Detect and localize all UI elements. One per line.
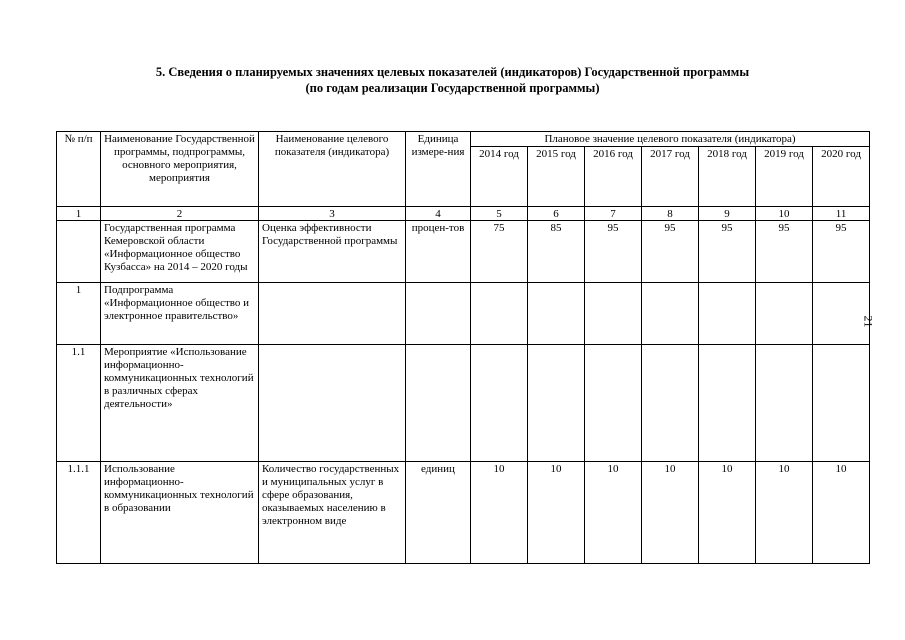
row-num: 1.1: [57, 345, 101, 462]
row-unit: процен-тов: [406, 221, 471, 283]
column-number: 3: [259, 207, 406, 221]
column-number: 1: [57, 207, 101, 221]
page-number: 21: [861, 315, 876, 328]
table-row: [57, 221, 870, 283]
row-value: 95: [813, 221, 870, 283]
row-value: 75: [471, 221, 528, 283]
row-value: [813, 345, 870, 462]
column-number: 2: [101, 207, 259, 221]
row-num: 1.1.1: [57, 462, 101, 564]
row-value: 10: [813, 462, 870, 564]
row-value: [699, 283, 756, 345]
row-num: 1: [57, 283, 101, 345]
row-value: [756, 345, 813, 462]
table-row: [57, 345, 870, 462]
header-year: 2018 год: [699, 147, 756, 207]
title-line-1: 5. Сведения о планируемых значениях целевых показателей (индикаторов) Государственной программы: [155, 65, 750, 79]
document-title: [0, 64, 905, 96]
row-value: [585, 345, 642, 462]
header-year: 2016 год: [585, 147, 642, 207]
header-planned-value: Плановое значение целевого показателя (индикатора): [471, 132, 870, 147]
row-value: 95: [585, 221, 642, 283]
row-value: [471, 283, 528, 345]
table-row: [57, 283, 870, 345]
row-unit: единиц: [406, 462, 471, 564]
column-number: 10: [756, 207, 813, 221]
row-value: [642, 283, 699, 345]
column-number: 7: [585, 207, 642, 221]
row-name: Использование информационно-коммуникационных технологий в образовании: [101, 462, 259, 564]
header-year: 2020 год: [813, 147, 870, 207]
row-unit: [406, 345, 471, 462]
header-unit: Единица измере-ния: [406, 132, 471, 207]
header-year: 2015 год: [528, 147, 585, 207]
row-value: [528, 283, 585, 345]
row-value: [813, 283, 870, 345]
row-name: Мероприятие «Использование информационно-коммуникационных технологий в различных сферах деятельности»: [101, 345, 259, 462]
row-indicator: Оценка эффективности Государственной программы: [259, 221, 406, 283]
column-numbers-row: [57, 207, 870, 221]
row-name: Государственная программа Кемеровской области «Информационное общество Кузбасса» на 2014 – 2020 годы: [101, 221, 259, 283]
row-indicator: [259, 345, 406, 462]
table-row: [57, 462, 870, 564]
row-value: [585, 283, 642, 345]
row-value: 10: [528, 462, 585, 564]
column-number: 6: [528, 207, 585, 221]
header-indicator-name: Наименование целевого показателя (индикатора): [259, 132, 406, 207]
row-value: 10: [471, 462, 528, 564]
column-number: 5: [471, 207, 528, 221]
header-year: 2014 год: [471, 147, 528, 207]
title-line-2: (по годам реализации Государственной программы): [305, 81, 600, 95]
row-num: [57, 221, 101, 283]
row-value: [528, 345, 585, 462]
indicators-table: [56, 131, 870, 564]
row-value: 85: [528, 221, 585, 283]
row-value: 10: [585, 462, 642, 564]
row-indicator: [259, 283, 406, 345]
header-row: [57, 132, 870, 147]
row-indicator: Количество государственных и муниципальных услуг в сфере образования, оказываемых населению в электронном виде: [259, 462, 406, 564]
row-value: 10: [642, 462, 699, 564]
column-number: 9: [699, 207, 756, 221]
header-num: № п/п: [57, 132, 101, 207]
row-value: 95: [699, 221, 756, 283]
row-value: [642, 345, 699, 462]
column-number: 11: [813, 207, 870, 221]
column-number: 8: [642, 207, 699, 221]
row-value: 95: [642, 221, 699, 283]
row-value: 10: [699, 462, 756, 564]
row-value: [471, 345, 528, 462]
header-year: 2019 год: [756, 147, 813, 207]
row-unit: [406, 283, 471, 345]
header-year: 2017 год: [642, 147, 699, 207]
row-name: Подпрограмма «Информационное общество и электронное правительство»: [101, 283, 259, 345]
header-program-name: Наименование Государственной программы, подпрограммы, основного мероприятия, мероприятия: [101, 132, 259, 207]
column-number: 4: [406, 207, 471, 221]
row-value: 95: [756, 221, 813, 283]
row-value: 10: [756, 462, 813, 564]
row-value: [756, 283, 813, 345]
row-value: [699, 345, 756, 462]
